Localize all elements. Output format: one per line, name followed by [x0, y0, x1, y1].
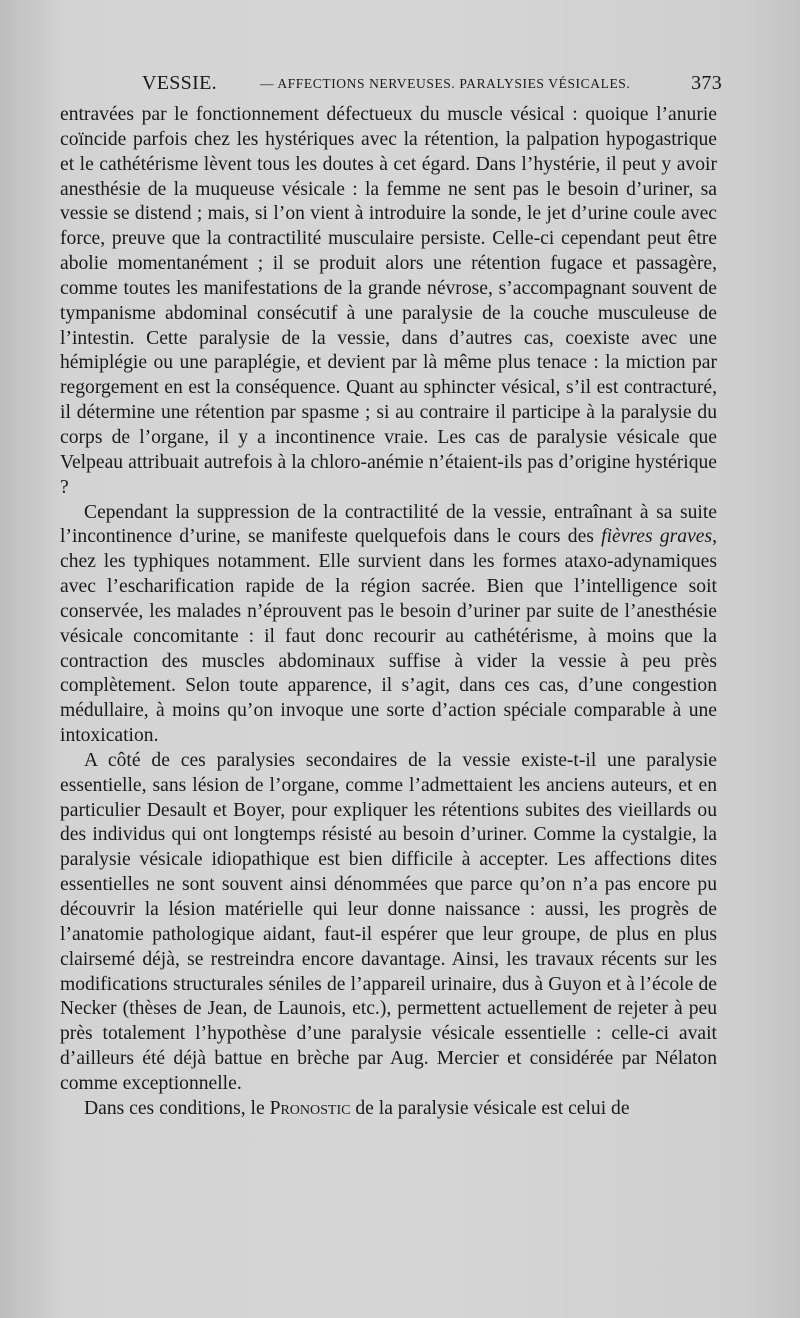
paragraph-2-start: Cependant la suppression de la contractilité de la vessie, entraînant à sa suite l’incontinence d’urine, se manifeste quelquefois dans le cours des [60, 501, 717, 548]
paragraph-2 [60, 501, 717, 749]
paragraph-2-rest: , chez les typhiques notamment. Elle survient dans les formes ataxo-adynamiques avec l’escharification rapide de la région sacrée. Bien que l’intelligence soit conservée, les malades n’éprouvent pas le besoin d’uriner par suite de l’anesthésie vésicale concomitante : il faut donc recourir au cathétérisme, à moins que la contraction des muscles abdominaux suffise à vider la vessie à peu près complètement. Selon toute apparence, il s’agit, dans ces cas, d’une congestion médullaire, à moins qu’on invoque une sorte d’action spéciale comparable à une intoxication. [60, 526, 717, 747]
paragraph-4-rest: de la paralysie vésicale est celui de [350, 1097, 630, 1119]
paragraph-4-start: Dans ces conditions, le [84, 1097, 270, 1119]
header-subtitle: — AFFECTIONS NERVEUSES. PARALYSIES VÉSICALES. [260, 76, 631, 91]
emphasis-fievres-graves: fièvres graves [601, 526, 713, 548]
pronostic-heading: Pronostic [269, 1097, 351, 1119]
paragraph-3: A côté de ces paralysies secondaires de la vessie existe-t-il une paralysie essentielle, sans lésion de l’organe, comme l’admettaient les anciens auteurs, et en particulier Desault et Boyer, pour expliquer les rétentions subites des vieillards ou des individus qui ont longtemps résisté au besoin d’uriner. Comme la cystalgie, la paralysie vésicale idiopathique est bien difficile à accepter. Les affections dites essentielles ne sont souvent ainsi dénommées que parce qu’on n’a pas encore pu découvrir la lésion matérielle qui leur donne naissance : aussi, les progrès de l’anatomie pathologique aidant, faut-il espérer que leur groupe, de plus en plus clairsemé déjà, se restreindra encore davantage. Ainsi, les travaux récents sur les modifications structurales séniles de l’appareil urinaire, dus à Guyon et à l’école de Necker (thèses de Jean, de Launois, etc.), permettent actuellement de rejeter à peu près totalement l’hypothèse d’une paralysie vésicale essentielle : celle-ci avait d’ailleurs été déjà battue en brèche par Aug. Mercier et considérée par Nélaton comme exceptionnelle. [60, 749, 717, 1094]
running-header [60, 68, 722, 98]
body-text [60, 103, 717, 1122]
page-number: 373 [691, 72, 722, 94]
paragraph-1: entravées par le fonctionnement défectueux du muscle vésical : quoique l’anurie coïncide parfois chez les hystériques avec la rétention, la palpation hypogastrique et le cathétérisme lèvent tous les doutes à cet égard. Dans l’hystérie, il peut y avoir anesthésie de la muqueuse vésicale : la femme ne sent pas le besoin d’uriner, sa vessie se distend ; mais, si l’on vient à introduire la sonde, le jet d’urine coule avec force, preuve que la contractilité musculaire persiste. Celle-ci cependant peut être abolie momentanément ; il se produit alors une rétention fugace et passagère, comme toutes les manifestations de la grande névrose, s’accompagnant souvent de tympanisme abdominal consécutif à une paralysie de la couche musculeuse de l’intestin. Cette paralysie de la vessie, dans d’autres cas, coexiste avec une hémiplégie ou une paraplégie, et devient par là même plus tenace : la miction par regorgement en est la conséquence. Quant au sphincter vésical, s’il est contracturé, il détermine une rétention par spasme ; si au contraire il participe à la paralysie du corps de l’organe, il y a incontinence vraie. Les cas de paralysie vésicale que Velpeau attribuait autrefois à la chloro-anémie n’étaient-ils pas d’origine hystérique ? [60, 104, 717, 498]
paragraph-4 [60, 1097, 717, 1122]
header-title: VESSIE. [142, 72, 217, 94]
